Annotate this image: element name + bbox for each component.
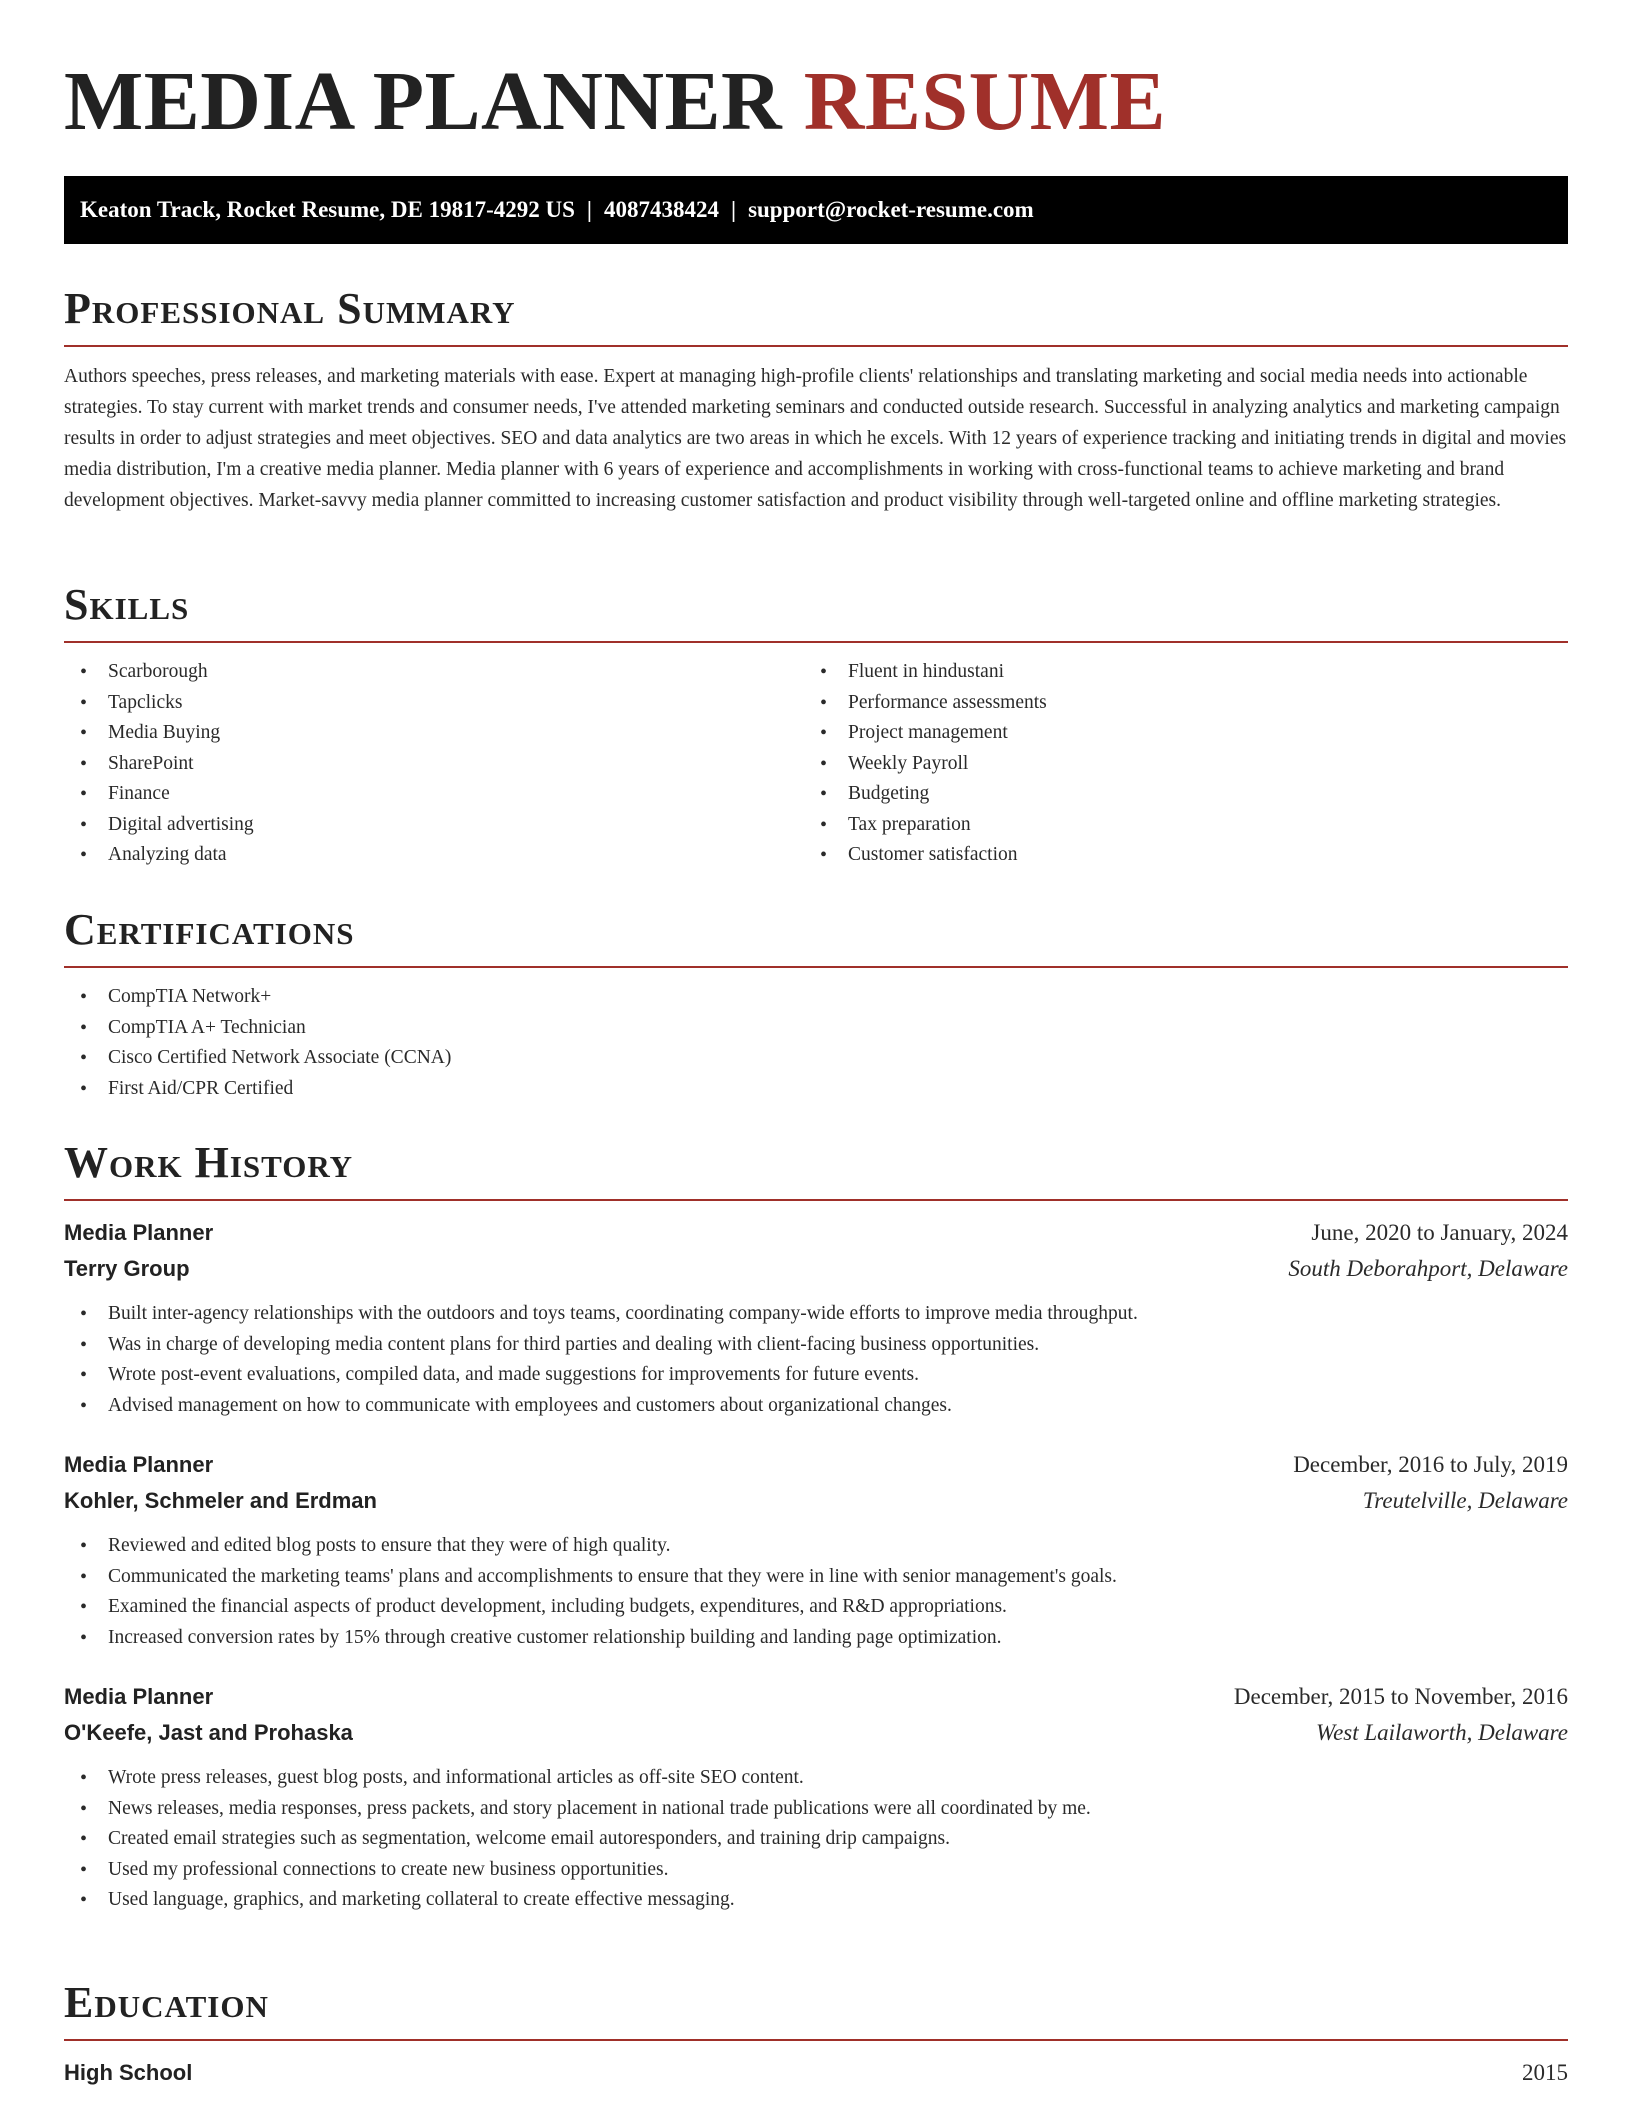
job-entry [64, 1679, 1568, 1916]
job-entry [64, 1447, 1568, 1653]
section-divider [64, 641, 1568, 643]
resume-title [64, 0, 1568, 176]
job-entry [64, 1215, 1568, 1421]
skill-item: • Tapclicks [64, 688, 804, 719]
job-header [64, 1679, 1568, 1715]
job-duties [64, 1763, 1568, 1916]
section-divider [64, 1199, 1568, 1201]
job-duty: • Used my professional connections to create new business opportunities. [64, 1855, 1568, 1886]
skill-item: • Finance [64, 779, 804, 810]
job-duties [64, 1299, 1568, 1421]
education-section [64, 1977, 1568, 2091]
skill-item: • Tax preparation [804, 810, 1544, 841]
job-dates: December, 2015 to November, 2016 [1233, 1684, 1568, 1709]
job-company: O'Keefe, Jast and Prohaska [64, 1720, 353, 1745]
education-degree: High School [64, 2060, 193, 2085]
skill-item: • Analyzing data [64, 840, 804, 871]
summary-text: Authors speeches, press releases, and marketing materials with ease. Expert at managing high-profile clients' relationships and translating marketing and social media needs into actionable strategies. To stay current with market trends and consumer needs, I've attended marketing seminars and conducted outside research. Successful in analyzing analytics and marketing campaign results in order to adjust strategies and meet objectives. SEO and data analytics are two areas in which he excels. With 12 years of experience tracking and initiating trends in digital and movies media distribution, I'm a creative media planner. Media planner with 6 years of experience and accomplishments in working with cross-functional teams to achieve marketing and brand development objectives. Market-savvy media planner committed to increasing customer satisfaction and product visibility through well-targeted online and offline marketing strategies. [64, 366, 1567, 511]
skill-item: • Weekly Payroll [804, 749, 1544, 780]
summary-heading: Professional Summary [64, 284, 516, 333]
section-divider [64, 966, 1568, 968]
contact-phone: 4087438424 [603, 197, 719, 222]
job-subheader [64, 1483, 1568, 1519]
skill-item: • Performance assessments [804, 688, 1544, 719]
job-duty: • Created email strategies such as segmentation, welcome email autoresponders, and training drip campaigns. [64, 1824, 1568, 1855]
certification-item: • First Aid/CPR Certified [64, 1074, 1568, 1105]
section-divider [64, 345, 1568, 347]
job-header [64, 1215, 1568, 1251]
job-subheader [64, 1715, 1568, 1751]
job-company: Kohler, Schmeler and Erdman [64, 1488, 377, 1513]
title-main: MEDIA PLANNER [64, 55, 783, 148]
skill-item: • Project management [804, 718, 1544, 749]
job-dates: December, 2016 to July, 2019 [1293, 1452, 1568, 1477]
skill-item: • Scarborough [64, 657, 804, 688]
skill-item: • Digital advertising [64, 810, 804, 841]
job-duty: • Advised management on how to communicate with employees and customers about organizational changes. [64, 1391, 1568, 1422]
contact-bar [64, 176, 1568, 244]
title-accent: RESUME [803, 55, 1167, 148]
skills-column-right [804, 657, 1544, 871]
job-duty: • Examined the financial aspects of product development, including budgets, expenditures, and R&D appropriations. [64, 1592, 1568, 1623]
job-dates: June, 2020 to January, 2024 [1311, 1220, 1568, 1245]
certifications-section [64, 904, 1568, 1104]
job-location: West Lailaworth, Delaware [1316, 1720, 1568, 1745]
job-subheader [64, 1251, 1568, 1287]
skills-section [64, 579, 1568, 871]
section-divider [64, 2039, 1568, 2041]
job-header [64, 1447, 1568, 1483]
certification-item: • CompTIA Network+ [64, 982, 1568, 1013]
job-title: Media Planner [64, 1684, 214, 1709]
skill-item: • Fluent in hindustani [804, 657, 1544, 688]
job-duty: • Built inter-agency relationships with the outdoors and toys teams, coordinating company-wide efforts to improve media throughput. [64, 1299, 1568, 1330]
work-history-section [64, 1137, 1568, 1916]
skill-item: • Customer satisfaction [804, 840, 1544, 871]
job-location: Treutelville, Delaware [1362, 1488, 1568, 1513]
job-duties [64, 1531, 1568, 1653]
skills-heading: Skills [64, 580, 190, 629]
skills-list-right [804, 657, 1544, 871]
job-duty: • Used language, graphics, and marketing collateral to create effective messaging. [64, 1885, 1568, 1916]
contact-separator: | [586, 197, 592, 222]
education-year: 2015 [1522, 2060, 1568, 2085]
job-title: Media Planner [64, 1220, 214, 1245]
work-history-heading: Work History [64, 1138, 354, 1187]
skills-column-left [64, 657, 804, 871]
contact-address: Keaton Track, Rocket Resume, DE 19817-4292 US [80, 197, 575, 222]
skill-item: • SharePoint [64, 749, 804, 780]
certifications-list [64, 982, 1568, 1104]
certification-item: • Cisco Certified Network Associate (CCNA) [64, 1043, 1568, 1074]
skills-grid [64, 657, 1568, 871]
education-heading: Education [64, 1978, 269, 2027]
job-duty: • Increased conversion rates by 15% through creative customer relationship building and landing page optimization. [64, 1623, 1568, 1654]
job-duty: • Wrote press releases, guest blog posts, and informational articles as off-site SEO content. [64, 1763, 1568, 1794]
job-location: South Deborahport, Delaware [1288, 1256, 1568, 1281]
job-duty: • Reviewed and edited blog posts to ensure that they were of high quality. [64, 1531, 1568, 1562]
certifications-heading: Certifications [64, 905, 355, 954]
job-duty: • Was in charge of developing media content plans for third parties and dealing with client-facing business opportunities. [64, 1330, 1568, 1361]
contact-separator: | [730, 197, 737, 222]
job-duty: • Wrote post-event evaluations, compiled data, and made suggestions for improvements for future events. [64, 1360, 1568, 1391]
contact-email: support@rocket-resume.com [748, 197, 1034, 222]
skill-item: • Budgeting [804, 779, 1544, 810]
education-entry [64, 2055, 1568, 2091]
skills-list-left [64, 657, 804, 871]
skill-item: • Media Buying [64, 718, 804, 749]
job-duty: • Communicated the marketing teams' plans and accomplishments to ensure that they were in line with senior management's goals. [64, 1562, 1568, 1593]
job-company: Terry Group [64, 1256, 190, 1281]
summary-section [64, 283, 1568, 516]
job-title: Media Planner [64, 1452, 214, 1477]
certification-item: • CompTIA A+ Technician [64, 1013, 1568, 1044]
job-duty: • News releases, media responses, press packets, and story placement in national trade publications were all coordinated by me. [64, 1794, 1568, 1825]
